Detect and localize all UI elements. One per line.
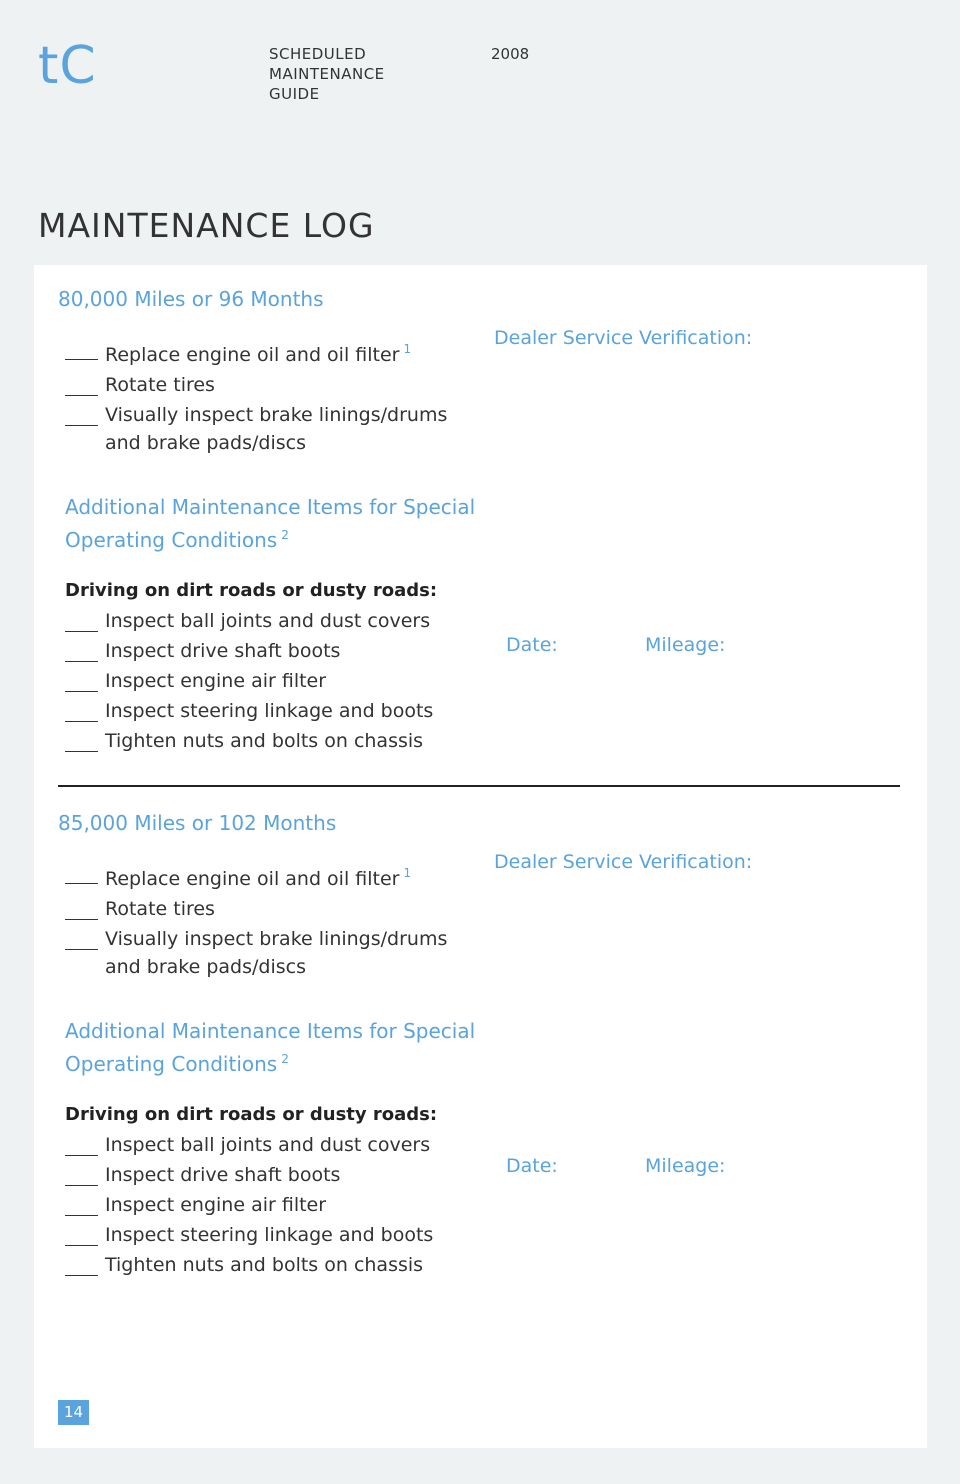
model-year: 2008 [491, 45, 530, 63]
dealer-verification-label: Dealer Service Verification: [494, 851, 753, 873]
additional-heading-text: Additional Maintenance Items for Special Operating Conditions [65, 495, 476, 552]
checkbox-blank[interactable] [65, 859, 98, 884]
page-number: 14 [58, 1400, 89, 1425]
checkbox-blank[interactable] [65, 637, 98, 662]
checkbox-blank[interactable] [65, 401, 98, 426]
additional-items-heading [65, 493, 485, 554]
task-text: Inspect engine air filter [105, 1194, 327, 1216]
task-text: Inspect drive shaft boots [105, 640, 341, 662]
footnote-marker: 1 [403, 866, 412, 880]
task-text: Inspect steering linkage and boots [105, 1224, 434, 1246]
checkbox-blank[interactable] [65, 607, 98, 632]
task-item [65, 607, 485, 635]
checkbox-blank[interactable] [65, 1221, 98, 1246]
task-item [65, 371, 485, 399]
task-text: Rotate tires [105, 898, 215, 920]
task-item [65, 895, 485, 923]
mileage-label: Mileage: [645, 1155, 726, 1177]
task-item [65, 637, 485, 665]
brand-logo: tC [38, 36, 97, 96]
checkbox-blank[interactable] [65, 1131, 98, 1156]
task-list [65, 335, 485, 459]
condition-heading: Driving on dirt roads or dusty roads: [65, 1104, 438, 1125]
guide-title: SCHEDULED MAINTENANCE GUIDE [269, 45, 385, 103]
maintenance-log-panel [34, 265, 927, 1448]
task-list [65, 859, 485, 983]
checkbox-blank[interactable] [65, 335, 98, 360]
task-text: Visually inspect brake linings/drums and brake pads/discs [105, 404, 448, 454]
checkbox-blank[interactable] [65, 1251, 98, 1276]
additional-items-heading [65, 1017, 485, 1078]
task-text: Inspect engine air filter [105, 670, 327, 692]
task-item [65, 335, 485, 369]
checkbox-blank[interactable] [65, 925, 98, 950]
section-divider [58, 785, 900, 787]
dealer-verification-label: Dealer Service Verification: [494, 327, 753, 349]
interval-heading: 80,000 Miles or 96 Months [58, 287, 324, 311]
condition-task-list [65, 1131, 485, 1281]
task-item [65, 1191, 485, 1219]
footnote-marker: 2 [281, 1052, 289, 1066]
task-item [65, 1161, 485, 1189]
checkbox-blank[interactable] [65, 371, 98, 396]
task-item [65, 667, 485, 695]
maintenance-interval-block [34, 265, 927, 765]
task-item [65, 925, 485, 981]
task-text: Tighten nuts and bolts on chassis [105, 730, 424, 752]
checkbox-blank[interactable] [65, 727, 98, 752]
task-text: Inspect ball joints and dust covers [105, 610, 431, 632]
task-text: Replace engine oil and oil filter [105, 868, 400, 890]
task-text: Inspect ball joints and dust covers [105, 1134, 431, 1156]
task-item [65, 1131, 485, 1159]
mileage-label: Mileage: [645, 634, 726, 656]
task-text: Visually inspect brake linings/drums and brake pads/discs [105, 928, 448, 978]
task-item [65, 727, 485, 755]
maintenance-interval-block [34, 789, 927, 1289]
interval-heading: 85,000 Miles or 102 Months [58, 811, 337, 835]
date-label: Date: [506, 1155, 558, 1177]
condition-heading: Driving on dirt roads or dusty roads: [65, 580, 438, 601]
page-title: MAINTENANCE LOG [38, 206, 375, 245]
additional-heading-text: Additional Maintenance Items for Special Operating Conditions [65, 1019, 476, 1076]
condition-task-list [65, 607, 485, 757]
task-item [65, 1221, 485, 1249]
footnote-marker: 1 [403, 342, 412, 356]
date-label: Date: [506, 634, 558, 656]
task-item [65, 859, 485, 893]
task-text: Inspect drive shaft boots [105, 1164, 341, 1186]
footnote-marker: 2 [281, 528, 289, 542]
task-text: Replace engine oil and oil filter [105, 344, 400, 366]
checkbox-blank[interactable] [65, 895, 98, 920]
task-text: Rotate tires [105, 374, 215, 396]
task-item [65, 697, 485, 725]
task-text: Inspect steering linkage and boots [105, 700, 434, 722]
checkbox-blank[interactable] [65, 667, 98, 692]
checkbox-blank[interactable] [65, 1161, 98, 1186]
task-item [65, 1251, 485, 1279]
task-item [65, 401, 485, 457]
checkbox-blank[interactable] [65, 1191, 98, 1216]
checkbox-blank[interactable] [65, 697, 98, 722]
task-text: Tighten nuts and bolts on chassis [105, 1254, 424, 1276]
